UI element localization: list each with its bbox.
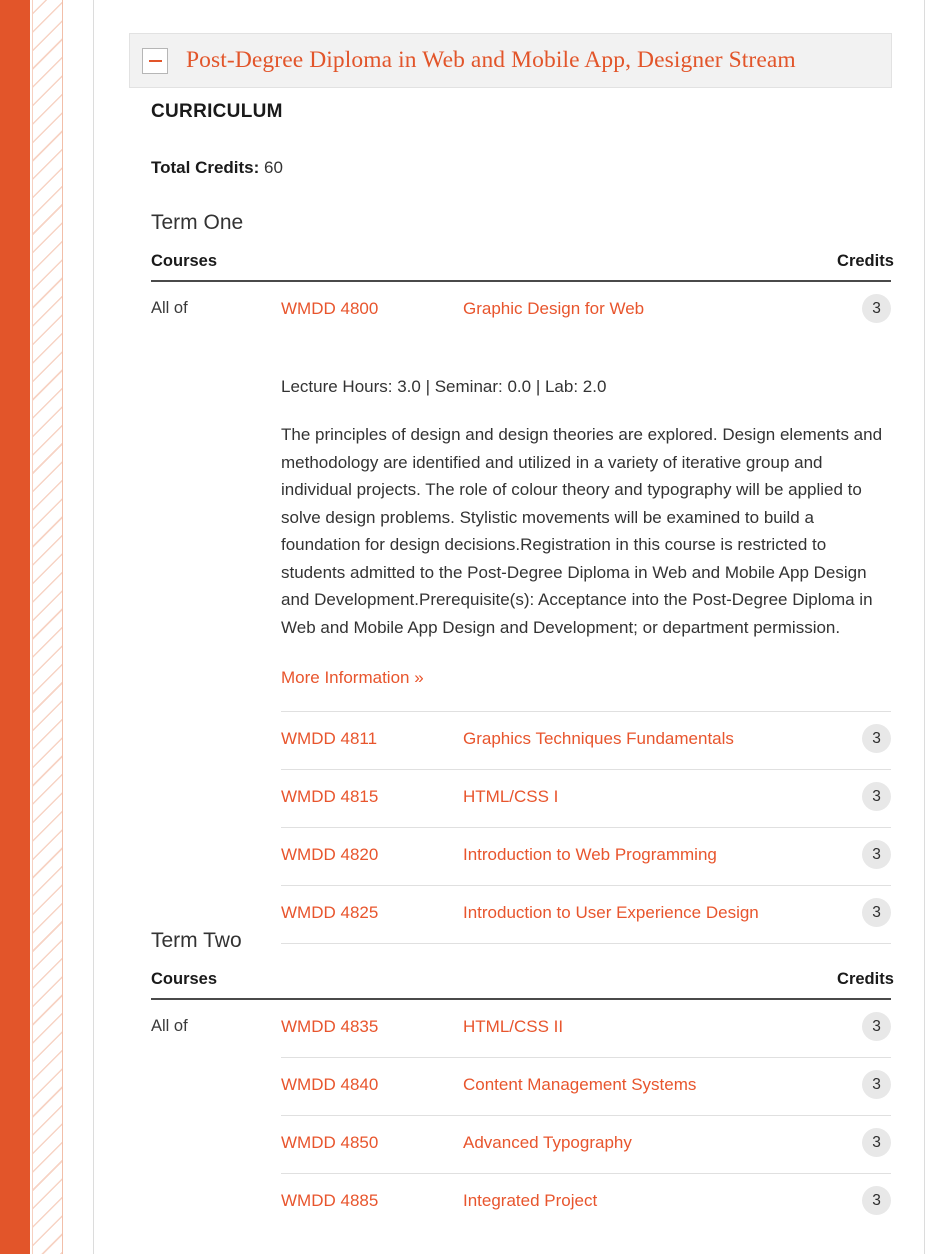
total-credits-value: 60	[264, 158, 283, 177]
course-hours: Lecture Hours: 3.0 | Seminar: 0.0 | Lab: 2.0	[281, 377, 607, 396]
term-table-two	[151, 970, 894, 1231]
course-title[interactable]: Integrated Project	[463, 1174, 837, 1232]
table-row[interactable]	[151, 1058, 891, 1116]
course-title[interactable]: Graphic Design for Web	[463, 299, 645, 318]
term-heading-two: Term Two	[151, 929, 242, 953]
course-title[interactable]: Advanced Typography	[463, 1116, 837, 1174]
course-code[interactable]: WMDD 4835	[281, 1017, 379, 1037]
course-title[interactable]: HTML/CSS I	[463, 770, 837, 828]
column-header-credits: Credits	[837, 970, 891, 999]
main-content-column	[94, 0, 924, 1254]
course-credits	[837, 281, 891, 339]
course-credits	[837, 1116, 891, 1174]
course-code[interactable]: WMDD 4825	[281, 886, 463, 944]
term-table-one	[151, 252, 894, 977]
course-code[interactable]: WMDD 4850	[281, 1116, 463, 1174]
credit-badge: 3	[862, 724, 891, 753]
minus-glyph	[149, 60, 162, 62]
column-header-courses: Courses	[151, 252, 837, 281]
course-code[interactable]: WMDD 4840	[281, 1058, 463, 1116]
minus-icon[interactable]	[142, 48, 168, 74]
course-credits	[837, 712, 891, 770]
requirement-spacer	[151, 770, 281, 828]
table-header-row	[151, 970, 891, 999]
accordion-header-program[interactable]	[129, 33, 892, 88]
page-title: CURRICULUM	[151, 101, 283, 122]
course-code[interactable]: WMDD 4885	[281, 1174, 463, 1232]
credit-badge: 3	[862, 1012, 891, 1041]
requirement-spacer	[151, 1116, 281, 1174]
course-title[interactable]: Graphics Techniques Fundamentals	[463, 712, 837, 770]
table-row[interactable]	[151, 999, 891, 1058]
course-detail-cell	[281, 339, 891, 712]
credit-badge: 3	[862, 1186, 891, 1215]
table-row[interactable]	[151, 281, 891, 339]
course-credits	[837, 1058, 891, 1116]
total-credits-label: Total Credits:	[151, 158, 260, 177]
requirement-spacer	[151, 1058, 281, 1116]
table-row[interactable]	[151, 828, 891, 886]
course-credits	[837, 1174, 891, 1232]
left-orange-rail	[0, 0, 30, 1254]
term-heading-one: Term One	[151, 211, 244, 234]
column-header-credits: Credits	[837, 252, 891, 281]
credit-badge: 3	[862, 898, 891, 927]
table-row[interactable]	[151, 1116, 891, 1174]
course-description: The principles of design and design theories are explored. Design elements and methodology are identified and utilized in a variety of iterative group and individual projects. The role of colour theory and typography will be applied to solve design problems. Stylistic movements will be examined to build a foundation for design decisions.Registration in this course is restricted to students admitted to the Post-Degree Diploma in Web and Mobile App Design and Development.Prerequisite(s): Acceptance into the Post-Degree Diploma in Web and Mobile App Design and Development; or department permission.	[281, 425, 883, 637]
requirement-label: All of	[151, 299, 188, 317]
table-row[interactable]	[151, 712, 891, 770]
more-information-link[interactable]: More Information »	[281, 668, 424, 688]
requirement-spacer	[151, 1174, 281, 1232]
credit-badge: 3	[862, 1070, 891, 1099]
left-striped-rail	[32, 0, 63, 1254]
course-code[interactable]: WMDD 4811	[281, 712, 463, 770]
course-credits	[837, 828, 891, 886]
column-header-courses: Courses	[151, 970, 837, 999]
course-title[interactable]: Introduction to User Experience Design	[463, 886, 837, 944]
credit-badge: 3	[862, 1128, 891, 1157]
course-code[interactable]: WMDD 4820	[281, 828, 463, 886]
table-row[interactable]	[151, 770, 891, 828]
right-content-divider	[924, 0, 925, 1254]
requirement-label: All of	[151, 1017, 188, 1036]
course-title[interactable]: Introduction to Web Programming	[463, 828, 837, 886]
credit-badge: 3	[862, 840, 891, 869]
program-title: Post-Degree Diploma in Web and Mobile App, Designer Stream	[186, 46, 796, 73]
table-row[interactable]	[151, 1174, 891, 1232]
course-title[interactable]: HTML/CSS II	[463, 1017, 564, 1037]
course-credits	[837, 999, 891, 1058]
accordion-body	[129, 88, 892, 1231]
credit-badge: 3	[862, 294, 891, 323]
course-credits	[837, 770, 891, 828]
requirement-spacer	[151, 828, 281, 886]
requirement-spacer	[151, 712, 281, 770]
course-title[interactable]: Content Management Systems	[463, 1058, 837, 1116]
course-code[interactable]: WMDD 4815	[281, 770, 463, 828]
table-header-row	[151, 252, 891, 281]
total-credits	[129, 158, 892, 178]
credit-badge: 3	[862, 782, 891, 811]
course-code[interactable]: WMDD 4800	[281, 299, 379, 318]
